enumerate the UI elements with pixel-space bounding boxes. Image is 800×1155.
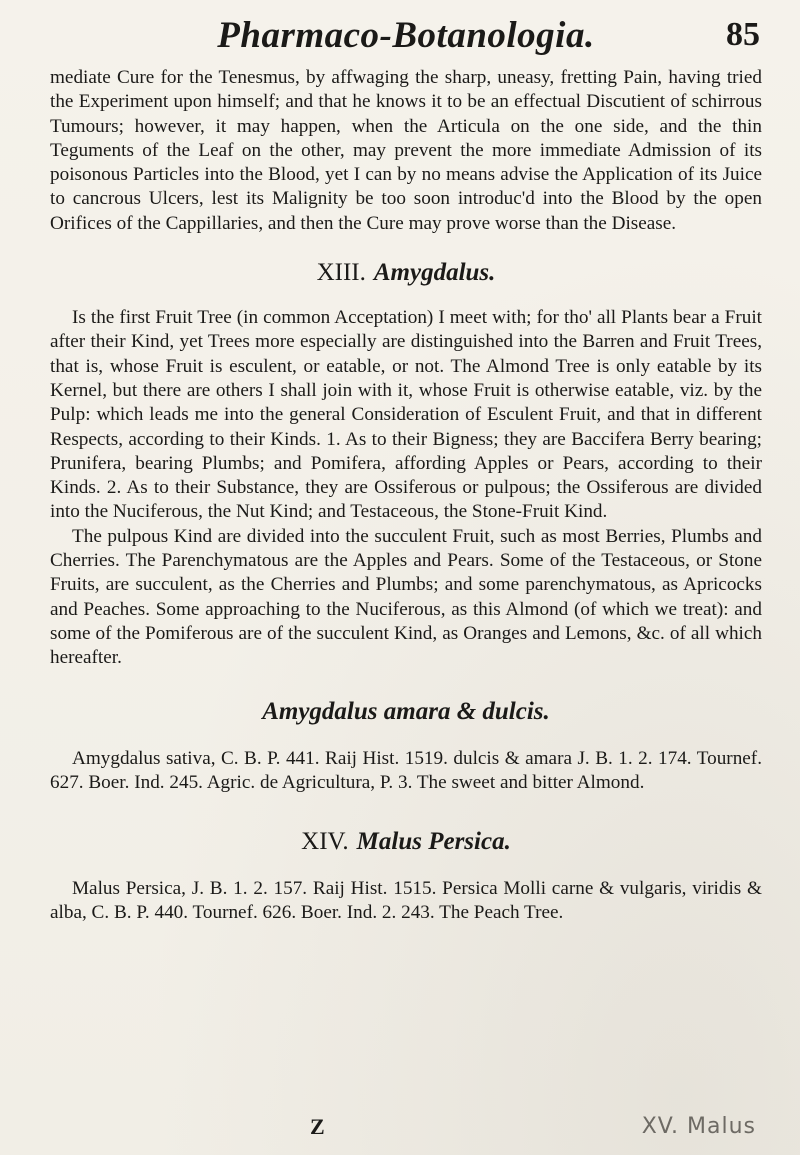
page-number: 85	[726, 16, 760, 53]
running-head	[50, 14, 762, 60]
section-title: Malus Persica.	[356, 828, 511, 856]
section-title: Amygdalus.	[373, 259, 496, 287]
paragraph-fruit-trees: Is the first Fruit Tree (in common Acceptation) I meet with; for tho' all Plants bear a Fruit after their Kind, yet Trees more especially are distinguished into the Barren and Fruit Trees, that is, whose Fruit is esculent, or eatable, or not. The Almond Tree is only eatable by its Kernel, but there are others I shall join with it, whose Fruit is otherwise eatable, viz. by the Pulp: which leads me into the general Consideration of Esculent Fruit, and that in different Respects, according to their Kinds. 1. As to their Bigness; they are Baccifera Berry bearing; Prunifera, bearing Plumbs; and Pomifera, affording Apples or Pears, according to their Kinds. 2. As to their Substance, they are Ossiferous or pulpous; the Ossiferous are divided into the Nuciferous, the Nut Kind; and Testaceous, the Stone-Fruit Kind.	[50, 307, 762, 523]
section-heading-xiii	[50, 258, 762, 288]
paragraph-malus-synonyms: Malus Persica, J. B. 1. 2. 157. Raij Hist. 1515. Persica Molli carne & vulgaris, viridis & alba, C. B. P. 440. Tournef. 626. Boer. Ind. 2. 243. The Peach Tree.	[50, 878, 762, 924]
catchword: XV. Malus	[641, 1114, 756, 1139]
paragraph-pulpous-kind: The pulpous Kind are divided into the succulent Fruit, such as most Berries, Plumbs and Cherries. The Parenchymatous are the Apples and Pears. Some of the Testaceous, or Stone Fruits, are succulent, as the Cherries and Plumbs; and some parenchymatous, as Apricocks and Peaches. Some approaching to the Nuciferous, as this Almond (of which we treat): and some of the Pomiferous are of the succulent Kind, as Oranges and Lemons, &c. of all which hereafter.	[50, 525, 762, 669]
section-number: XIII.	[316, 259, 366, 287]
page-body	[50, 66, 762, 926]
section-heading-xiv	[50, 827, 762, 857]
subheading-amygdalus: Amygdalus amara & dulcis.	[262, 697, 550, 725]
paragraph-amygdalus-synonyms: Amygdalus sativa, C. B. P. 441. Raij Hist. 1519. dulcis & amara J. B. 1. 2. 174. Tournef. 627. Boer. Ind. 245. Agric. de Agricultura, P. 3. The sweet and bitter Almond.	[50, 747, 762, 793]
signature-mark: Z	[310, 1114, 325, 1139]
section-number: XIV.	[301, 828, 349, 856]
running-title: Pharmaco-Botanologia.	[217, 15, 595, 56]
page-footer	[50, 1114, 762, 1144]
paragraph-continuation: mediate Cure for the Tenesmus, by affwaging the sharp, uneasy, fretting Pain, having tried the Experiment upon himself; and that he knows it to be an effectual Discutient of schirrous Tumours; however, it may happen, when the Articula on the one side, and the thin Teguments of the Leaf on the other, may prevent the more immediate Admission of its poisonous Particles into the Blood, yet I can by no means advise the Application of its Juice to cancrous Ulcers, lest its Malignity be too soon introduc'd into the Blood by the open Orifices of the Cappillaries, and then the Cure may prove worse than the Disease.	[50, 67, 762, 234]
